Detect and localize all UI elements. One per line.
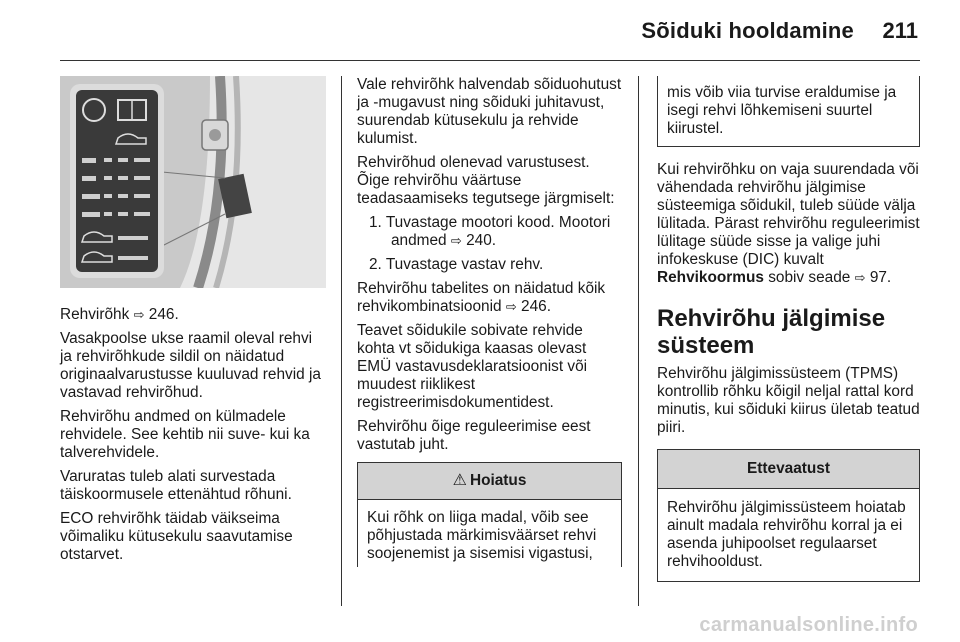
column-1	[60, 76, 326, 570]
tire-pressure-label-illustration	[60, 76, 326, 288]
column-3	[657, 76, 920, 582]
section-heading: Rehvirõhu jälgimise süsteem	[657, 305, 886, 359]
caution-text: Rehvirõhu jälgimissüsteem hoiatab ainult madala rehvirõhu korral ja ei asenda juhipoolset regulaarset rehvihooldust.	[667, 499, 906, 570]
step-list	[357, 214, 622, 274]
paragraph: Varuratas tuleb alati survestada täiskoormusele ettenähtud rõhuni.	[60, 468, 292, 503]
paragraph: Rehvirõhu andmed on külmadele rehvidele. See kehtib nii suve- kui ka talverehvidele.	[60, 408, 310, 461]
warning-header	[358, 463, 621, 500]
paragraph: Kui rehvirõhku on vaja suurendada või vähendada rehvirõhu jälgimise süsteemiga sõidukil, tuleb süüde välja lülitada. Pärast rehvirõhu reguleerimist lülitage süüde sisse ja valige juhi infokeskuse (DIC) kuvalt Rehvikoormus sobiv seade ⇨ 97.	[657, 161, 920, 286]
display-menu-item: Rehvikoormus	[657, 269, 764, 286]
header-rule	[60, 60, 920, 61]
paragraph: Rehvirõhud olenevad varustusest. Õige rehvirõhu väärtuse teadasaamiseks tegutsege järgmiselt:	[357, 154, 615, 207]
page-reference-icon: ⇨	[854, 270, 866, 285]
running-header-title: Sõiduki hooldamine	[641, 18, 854, 43]
paragraph: Vasakpoolse ukse raamil oleval rehvi ja rehvirõhkude sildil on näidatud originaalvarustusse kuuluvad rehvid ja vastavad rehvirõhud.	[60, 330, 321, 401]
list-item: 2. Tuvastage vastav rehv.	[369, 256, 544, 273]
paragraph: Rehvirõhu õige reguleerimise eest vastutab juht.	[357, 418, 591, 453]
page-reference-icon: ⇨	[450, 233, 462, 248]
watermark: carmanualsonline.info	[699, 614, 918, 636]
paragraph: Rehvirõhu jälgimissüsteem (TPMS) kontrollib rõhku kõigil neljal rattal kord minutis, kui sõiduki kiirus ületab teatud piiri.	[657, 365, 920, 436]
warning-box	[357, 462, 622, 567]
page-reference-icon: ⇨	[505, 299, 517, 314]
warning-triangle-icon: ⚠	[452, 472, 467, 489]
page-reference-icon: ⇨	[133, 307, 145, 322]
paragraph: Teavet sõidukile sobivate rehvide kohta vt sõidukiga kaasas olevast EMÜ vastavusdeklaratsioonist või muudest riiklikest registreerimisdokumentidest.	[357, 322, 588, 411]
caution-box	[657, 449, 920, 582]
page-number: 211	[882, 18, 918, 43]
paragraph: Vale rehvirõhk halvendab sõiduohutust ja -mugavust ning sõiduki juhitavust, suurendab kütusekulu ja rehvide kulumist.	[357, 76, 622, 147]
warning-title: Hoiatus	[469, 472, 527, 489]
list-item: 1. Tuvastage mootori kood. Mootori andmed ⇨ 240.	[369, 214, 611, 249]
warning-text: Kui rõhk on liiga madal, võib see põhjustada märkimisväärset rehvi soojenemist ja sisemisi vigastusi,	[367, 509, 597, 562]
paragraph: Rehvirõhu tabelites on näidatud kõik rehvikombinatsioonid ⇨ 246.	[357, 280, 606, 315]
door-frame-label-drawing	[60, 76, 326, 288]
paragraph: Rehvirõhk ⇨ 246.	[60, 306, 179, 323]
caution-header: Ettevaatust	[658, 450, 919, 489]
column-divider-1	[341, 76, 342, 606]
warning-box-continued: mis võib viia turvise eraldumise ja isegi rehvi lõhkemiseni suurtel kiirustel.	[657, 76, 920, 147]
paragraph: ECO rehvirõhk täidab väikseima võimaliku kütusekulu saavutamise otstarvet.	[60, 510, 293, 563]
column-divider-2	[638, 76, 639, 606]
column-2	[357, 76, 622, 567]
